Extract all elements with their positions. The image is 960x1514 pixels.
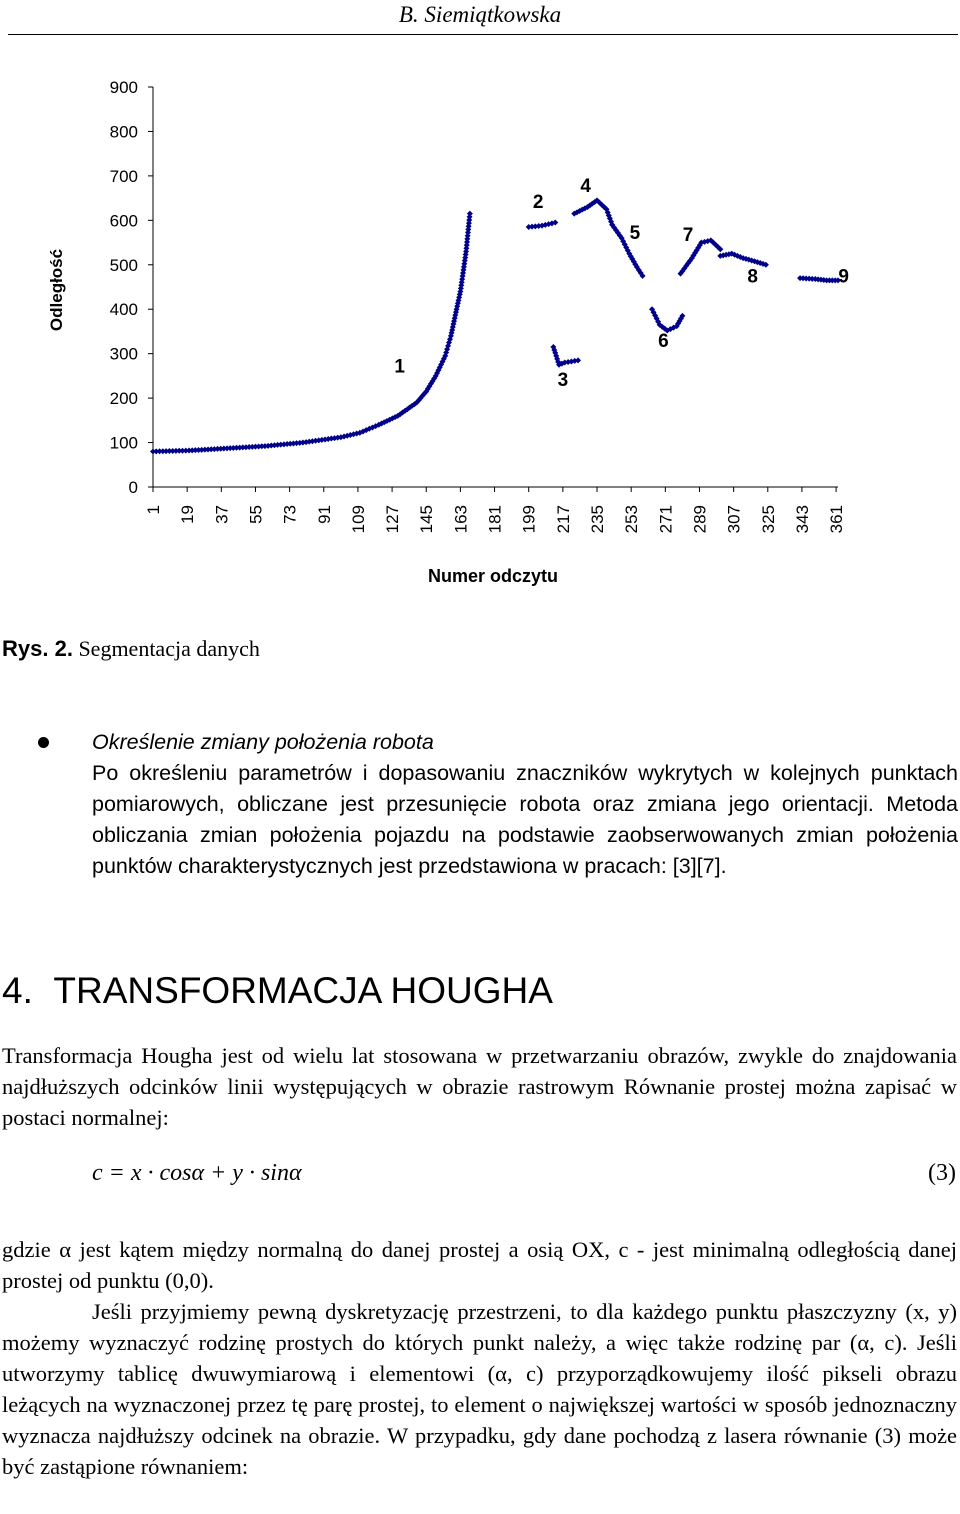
intro-paragraph: Transformacja Hougha jest od wielu lat stosowana w przetwarzaniu obrazów, zwykle do znajdowania najdłuższych odcinków linii występujących w obrazie rastrowym Równanie prostej można zapisać w postaci normalnej: bbox=[2, 1043, 957, 1130]
section-number: 4. bbox=[2, 970, 33, 1011]
x-tick-label: 199 bbox=[519, 505, 539, 534]
x-tick-label: 289 bbox=[690, 505, 710, 534]
x-tick-label: 37 bbox=[212, 505, 232, 524]
segment-label-2: 2 bbox=[532, 191, 544, 213]
y-axis-label: Odległość bbox=[47, 248, 66, 332]
data-segment-8 bbox=[717, 251, 769, 268]
y-tick-label: 500 bbox=[109, 255, 138, 275]
x-tick-label: 73 bbox=[280, 505, 300, 524]
data-segment-4 bbox=[571, 197, 615, 227]
section-heading bbox=[2, 970, 553, 1012]
data-segment-2 bbox=[526, 220, 559, 230]
segment-label-1: 1 bbox=[394, 356, 405, 378]
x-tick-label: 307 bbox=[724, 505, 744, 534]
distance-chart bbox=[0, 60, 900, 600]
bullet-dot bbox=[38, 737, 49, 748]
x-tick-label: 91 bbox=[314, 505, 334, 524]
alpha-paragraph: gdzie α jest kątem między normalną do danej prostej a osią OX, c - jest minimalną odległością danej prostej od punktu (0,0). bbox=[2, 1237, 957, 1293]
y-tick-label: 400 bbox=[109, 300, 138, 320]
x-tick-label: 181 bbox=[485, 505, 505, 534]
x-tick-label: 145 bbox=[417, 505, 437, 534]
segment-label-3: 3 bbox=[557, 370, 569, 392]
chart-axes bbox=[47, 78, 846, 586]
section-title: TRANSFORMACJA HOUGHA bbox=[53, 970, 553, 1011]
bullet-text: Po określeniu parametrów i dopasowaniu znaczników wykrytych w kolejnych punktach pomiarowych, obliczane jest przesunięcie robota oraz zmiana jego orientacji. Metoda obliczania zmian położenia pojazdu na podstawie zaobserwowanych zmian położenia punktów charakterystycznych jest przedstawiona w pracach: [3][7]. bbox=[92, 761, 958, 878]
segment-label-5: 5 bbox=[629, 223, 641, 244]
x-tick-label: 271 bbox=[656, 505, 676, 534]
chart-points bbox=[150, 197, 841, 454]
y-tick-label: 900 bbox=[109, 78, 138, 97]
bullet-item bbox=[92, 727, 958, 882]
x-tick-label: 55 bbox=[246, 505, 266, 524]
x-tick-label: 325 bbox=[758, 505, 778, 534]
x-tick-label: 253 bbox=[622, 505, 642, 534]
x-tick-label: 343 bbox=[792, 505, 812, 534]
x-tick-label: 163 bbox=[451, 505, 471, 534]
x-tick-label: 235 bbox=[588, 505, 608, 534]
figure-caption-label: Rys. 2. bbox=[2, 636, 73, 661]
header-rule bbox=[8, 34, 958, 35]
x-tick-label: 1 bbox=[144, 505, 163, 515]
x-tick-label: 109 bbox=[348, 505, 368, 534]
y-tick-label: 300 bbox=[109, 344, 138, 364]
hough-paragraph: Jeśli przyjmiemy pewną dyskretyzację przestrzeni, to dla każdego punktu płaszczyzny (x, y) możemy wyznaczyć rodzinę prostych do których punkt należy, a więc także rodzinę par (α, c). Jeśli utworzymy tablicę dwuwymiarową i elementowi (α, c) przyporządkowujemy ilość pikseli obrazu leżących na wyznaczonej przez tę parę prostej, to element o największej wartości w sposób jednoznaczny wyznacza najdłuższy odcinek na obrazie. W przypadku, gdy dane pochodzą z lasera równanie (3) może być zastąpione równaniem: bbox=[2, 1299, 957, 1479]
segment-label-8: 8 bbox=[747, 266, 758, 288]
y-tick-label: 700 bbox=[109, 166, 138, 186]
data-segment-6 bbox=[649, 306, 685, 333]
x-axis-label: Numer odczytu bbox=[427, 566, 559, 586]
bullet-title: Określenie zmiany położenia robota bbox=[92, 730, 434, 754]
y-tick-label: 100 bbox=[109, 433, 138, 453]
y-tick-label: 0 bbox=[128, 478, 138, 497]
data-segment-1 bbox=[150, 211, 473, 455]
y-tick-label: 200 bbox=[109, 389, 138, 409]
equation-number: (3) bbox=[928, 1160, 956, 1186]
x-tick-label: 127 bbox=[383, 505, 403, 534]
x-tick-label: 217 bbox=[553, 505, 573, 534]
x-tick-label: 361 bbox=[827, 505, 847, 534]
y-tick-label: 800 bbox=[109, 122, 138, 142]
data-segment-3 bbox=[550, 344, 581, 368]
figure-caption-text: Segmentacja danych bbox=[72, 636, 260, 661]
segment-label-4: 4 bbox=[580, 175, 591, 197]
segment-label-7: 7 bbox=[682, 225, 694, 247]
y-tick-label: 600 bbox=[109, 211, 138, 231]
segment-label-6: 6 bbox=[658, 331, 669, 352]
figure-caption bbox=[2, 636, 260, 662]
page-header: B. Siemiątkowska bbox=[398, 2, 562, 27]
segment-label-9: 9 bbox=[838, 266, 849, 288]
equation: c = x · cosα + y · sinα bbox=[92, 1160, 302, 1186]
x-tick-label: 19 bbox=[178, 505, 198, 524]
data-segment-9 bbox=[797, 275, 841, 283]
